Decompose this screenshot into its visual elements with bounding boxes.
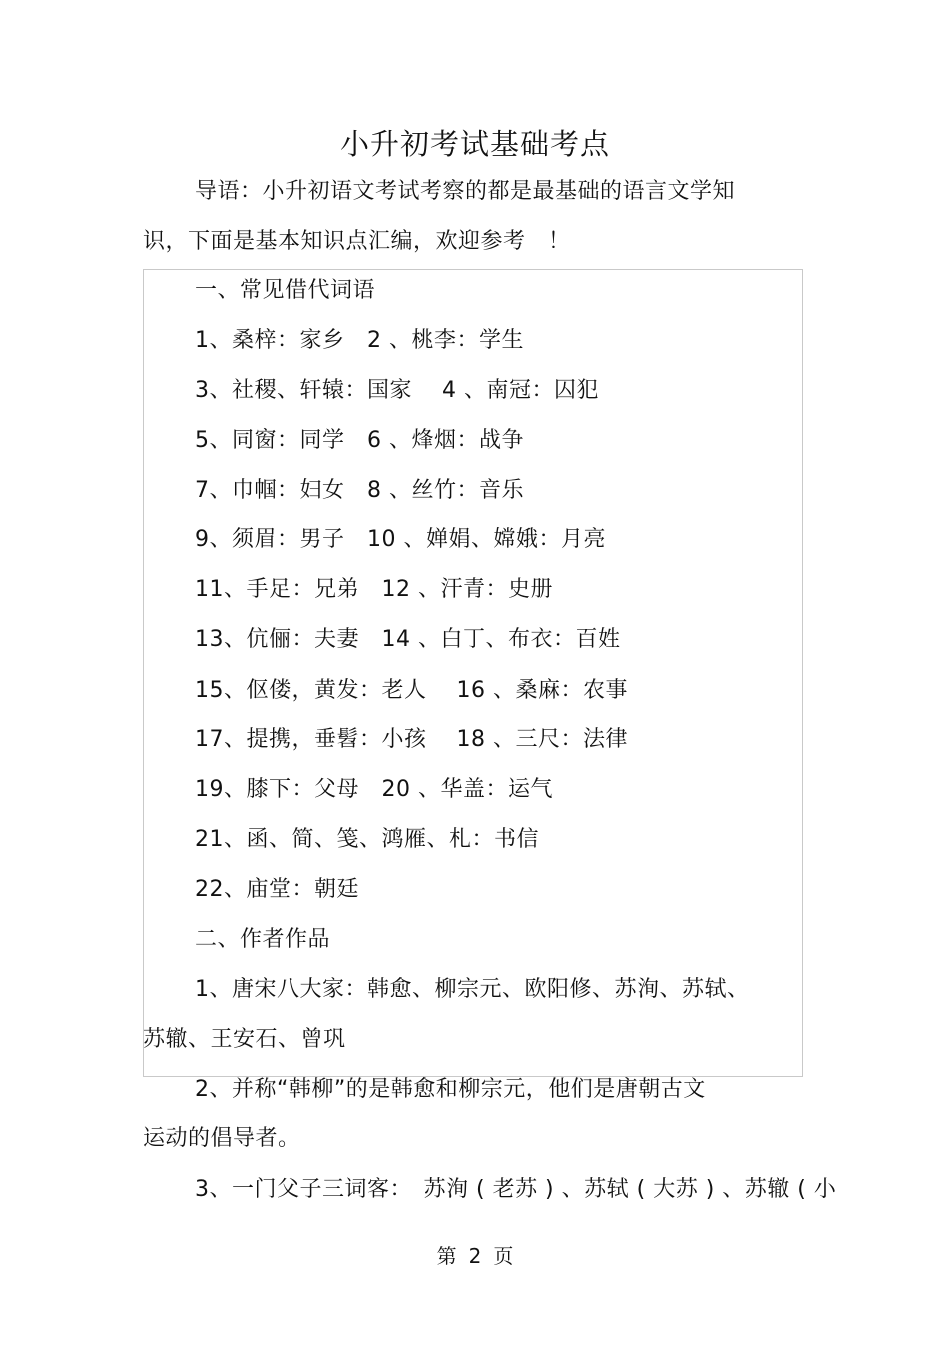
list-item: 15、伛偻，黄发：老人 16 、桑麻：农事 bbox=[195, 678, 628, 703]
document-title: 小升初考试基础考点 bbox=[339, 127, 610, 161]
page-number-suffix: 页 bbox=[493, 1244, 514, 1268]
list-item: 5、同窗：同学 6 、烽烟：战争 bbox=[195, 428, 524, 453]
section-2-heading: 二、作者作品 bbox=[195, 927, 331, 952]
intro-line-2: 识，下面是基本知识点汇编，欢迎参考 ！ bbox=[143, 229, 571, 254]
page-number bbox=[0, 1242, 950, 1270]
page-number-value: 2 bbox=[468, 1244, 482, 1268]
list-item: 17、提携，垂髫：小孩 18 、三尺：法律 bbox=[195, 727, 628, 752]
paragraph-line: 1、唐宋八大家：韩愈、柳宗元、欧阳修、苏洵、苏轼、 bbox=[195, 977, 750, 1002]
intro-line-1: 导语：小升初语文考试考察的都是最基础的语言文学知 bbox=[195, 179, 736, 204]
paragraph-line: 2、并称“韩柳”的是韩愈和柳宗元，他们是唐朝古文 bbox=[195, 1077, 706, 1102]
list-item: 22、庙堂：朝廷 bbox=[195, 877, 359, 902]
section-1-heading: 一、常见借代词语 bbox=[195, 278, 376, 303]
list-item: 11、手足：兄弟 12 、汗青：史册 bbox=[195, 577, 553, 602]
list-item: 7、巾帼：妇女 8 、丝竹：音乐 bbox=[195, 478, 524, 503]
list-item: 1、桑梓：家乡 2 、桃李：学生 bbox=[195, 328, 524, 353]
list-item: 21、函、简、笺、鸿雁、札：书信 bbox=[195, 827, 539, 852]
paragraph-line: 苏辙、王安石、曾巩 bbox=[143, 1027, 346, 1052]
paragraph-line: 运动的倡导者。 bbox=[143, 1126, 301, 1151]
list-item: 3、社稷、轩辕：国家 4 、南冠：囚犯 bbox=[195, 378, 599, 403]
list-item: 13、伉俪：夫妻 14 、白丁、布衣：百姓 bbox=[195, 627, 621, 652]
page-number-prefix: 第 bbox=[436, 1244, 457, 1268]
paragraph-line: 3、一门父子三词客： 苏洵 ( 老苏 ) 、苏轼 ( 大苏 ) 、苏辙 ( 小 bbox=[195, 1177, 837, 1202]
list-item: 9、须眉：男子 10 、婵娟、嫦娥：月亮 bbox=[195, 527, 606, 552]
list-item: 19、膝下：父母 20 、华盖：运气 bbox=[195, 777, 553, 802]
